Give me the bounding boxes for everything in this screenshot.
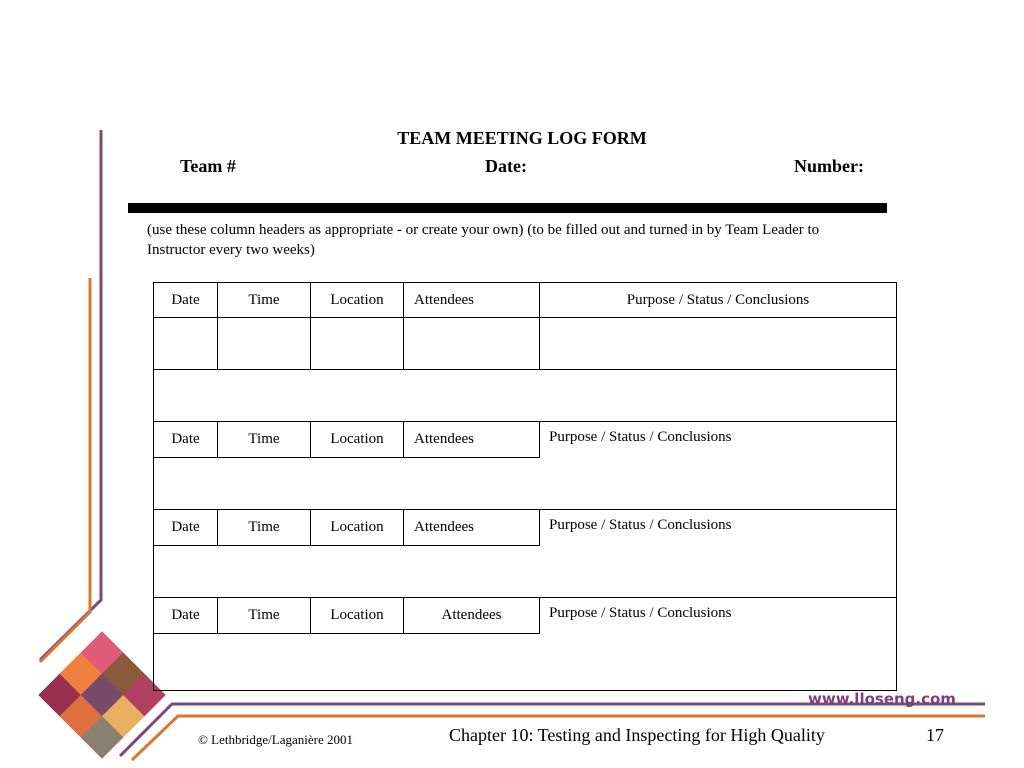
header-location: Location	[310, 509, 404, 546]
entry-notes-cell[interactable]	[153, 457, 540, 510]
header-time: Time	[217, 597, 311, 634]
header-time: Time	[217, 509, 311, 546]
date-label: Date:	[485, 156, 527, 176]
copyright: © Lethbridge/Laganière 2001	[198, 732, 353, 747]
header-attendees: Attendees	[403, 282, 540, 318]
header-attendees: Attendees	[403, 597, 540, 634]
entry-time-cell[interactable]	[217, 317, 311, 370]
entry-notes-cell[interactable]	[153, 545, 540, 598]
header-attendees: Attendees	[403, 421, 540, 458]
divider-bar	[128, 203, 887, 213]
header-attendees: Attendees	[403, 509, 540, 546]
header-time: Time	[217, 421, 311, 458]
entry-notes-cell[interactable]	[153, 369, 897, 422]
entry-notes-cell[interactable]	[153, 633, 540, 691]
form-title: TEAM MEETING LOG FORM	[397, 128, 647, 148]
header-location: Location	[310, 282, 404, 318]
header-purpose: Purpose / Status / Conclusions	[539, 509, 897, 598]
header-time: Time	[217, 282, 311, 318]
team-number-label: Team #	[180, 156, 236, 176]
header-date: Date	[153, 597, 218, 634]
header-purpose: Purpose / Status / Conclusions	[539, 597, 897, 691]
website-link[interactable]: www.lloseng.com	[808, 690, 956, 708]
instructions-note: (use these column headers as appropriate - or create your own) (to be filled out and turned in by Team Leader to Instructor every two weeks)	[147, 222, 820, 258]
number-label: Number:	[794, 156, 864, 176]
quilt-logo-icon	[38, 631, 165, 758]
header-date: Date	[153, 509, 218, 546]
header-date: Date	[153, 421, 218, 458]
header-purpose: Purpose / Status / Conclusions	[539, 282, 897, 318]
header-location: Location	[310, 421, 404, 458]
header-purpose: Purpose / Status / Conclusions	[539, 421, 897, 510]
header-date: Date	[153, 282, 218, 318]
entry-date-cell[interactable]	[153, 317, 218, 370]
header-location: Location	[310, 597, 404, 634]
entry-location-cell[interactable]	[310, 317, 404, 370]
entry-attendees-cell[interactable]	[403, 317, 540, 370]
chapter-title: Chapter 10: Testing and Inspecting for High Quality	[449, 725, 825, 745]
page-number: 17	[926, 725, 944, 745]
